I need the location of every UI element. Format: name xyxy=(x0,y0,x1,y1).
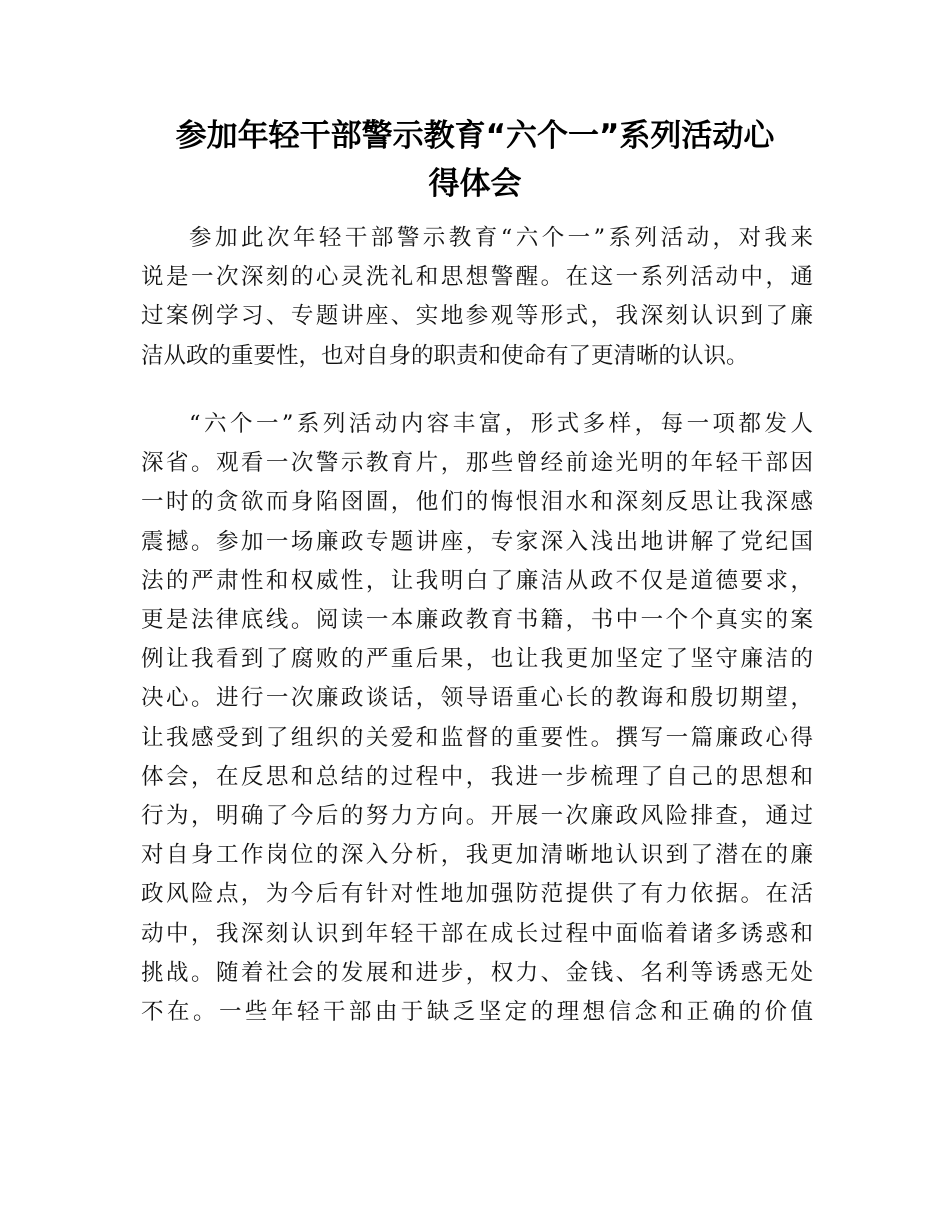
paragraph-line: 行为，明确了今后的努力方向。开展一次廉政风险排查，通过 xyxy=(141,803,813,830)
paragraph-1 xyxy=(141,219,813,376)
paragraph-line: 一时的贪欲而身陷囹圄，他们的悔恨泪水和深刻反思让我深感 xyxy=(141,489,813,516)
paragraph-line: 深省。观看一次警示教育片，那些曾经前途光明的年轻干部因 xyxy=(141,450,813,477)
paragraph-line: 动中，我深刻认识到年轻干部在成长过程中面临着诸多诱惑和 xyxy=(141,920,813,947)
paragraph-2 xyxy=(141,405,813,1032)
paragraph-line: 说是一次深刻的心灵洗礼和思想警醒。在这一系列活动中，通 xyxy=(141,264,813,291)
paragraph-line: 政风险点，为今后有针对性地加强防范提供了有力依据。在活 xyxy=(141,881,813,908)
paragraph-line: 过案例学习、专题讲座、实地参观等形式，我深刻认识到了廉 xyxy=(141,303,813,330)
paragraph-line: 不在。一些年轻干部由于缺乏坚定的理想信念和正确的价值 xyxy=(141,999,813,1026)
document-title xyxy=(140,112,810,208)
paragraph-line: 挑战。随着社会的发展和进步，权力、金钱、名利等诱惑无处 xyxy=(141,959,813,986)
paragraph-line: 对自身工作岗位的深入分析，我更加清晰地认识到了潜在的廉 xyxy=(141,842,813,869)
title-line: 得体会 xyxy=(428,166,522,202)
paragraph-line: 让我感受到了组织的关爱和监督的重要性。撰写一篇廉政心得 xyxy=(141,724,813,751)
paragraph-line: 法的严肃性和权威性，让我明白了廉洁从政不仅是道德要求， xyxy=(141,567,813,594)
paragraph-line: 震撼。参加一场廉政专题讲座，专家深入浅出地讲解了党纪国 xyxy=(141,528,813,555)
paragraph-line: 更是法律底线。阅读一本廉政教育书籍，书中一个个真实的案 xyxy=(141,607,813,634)
paragraph-line: 洁从政的重要性，也对自身的职责和使命有了更清晰的认识。 xyxy=(141,342,749,369)
title-line: 参加年轻干部警示教育“六个一”系列活动心 xyxy=(175,118,775,154)
paragraph-line: 决心。进行一次廉政谈话，领导语重心长的教诲和殷切期望， xyxy=(141,685,813,712)
paragraph-line: 参加此次年轻干部警示教育“六个一”系列活动，对我来 xyxy=(189,225,813,251)
paragraph-line: “六个一”系列活动内容丰富，形式多样，每一项都发人 xyxy=(189,411,813,437)
paragraph-line: 例让我看到了腐败的严重后果，也让我更加坚定了坚守廉洁的 xyxy=(141,646,813,673)
paragraph-line: 体会，在反思和总结的过程中，我进一步梳理了自己的思想和 xyxy=(141,763,813,790)
